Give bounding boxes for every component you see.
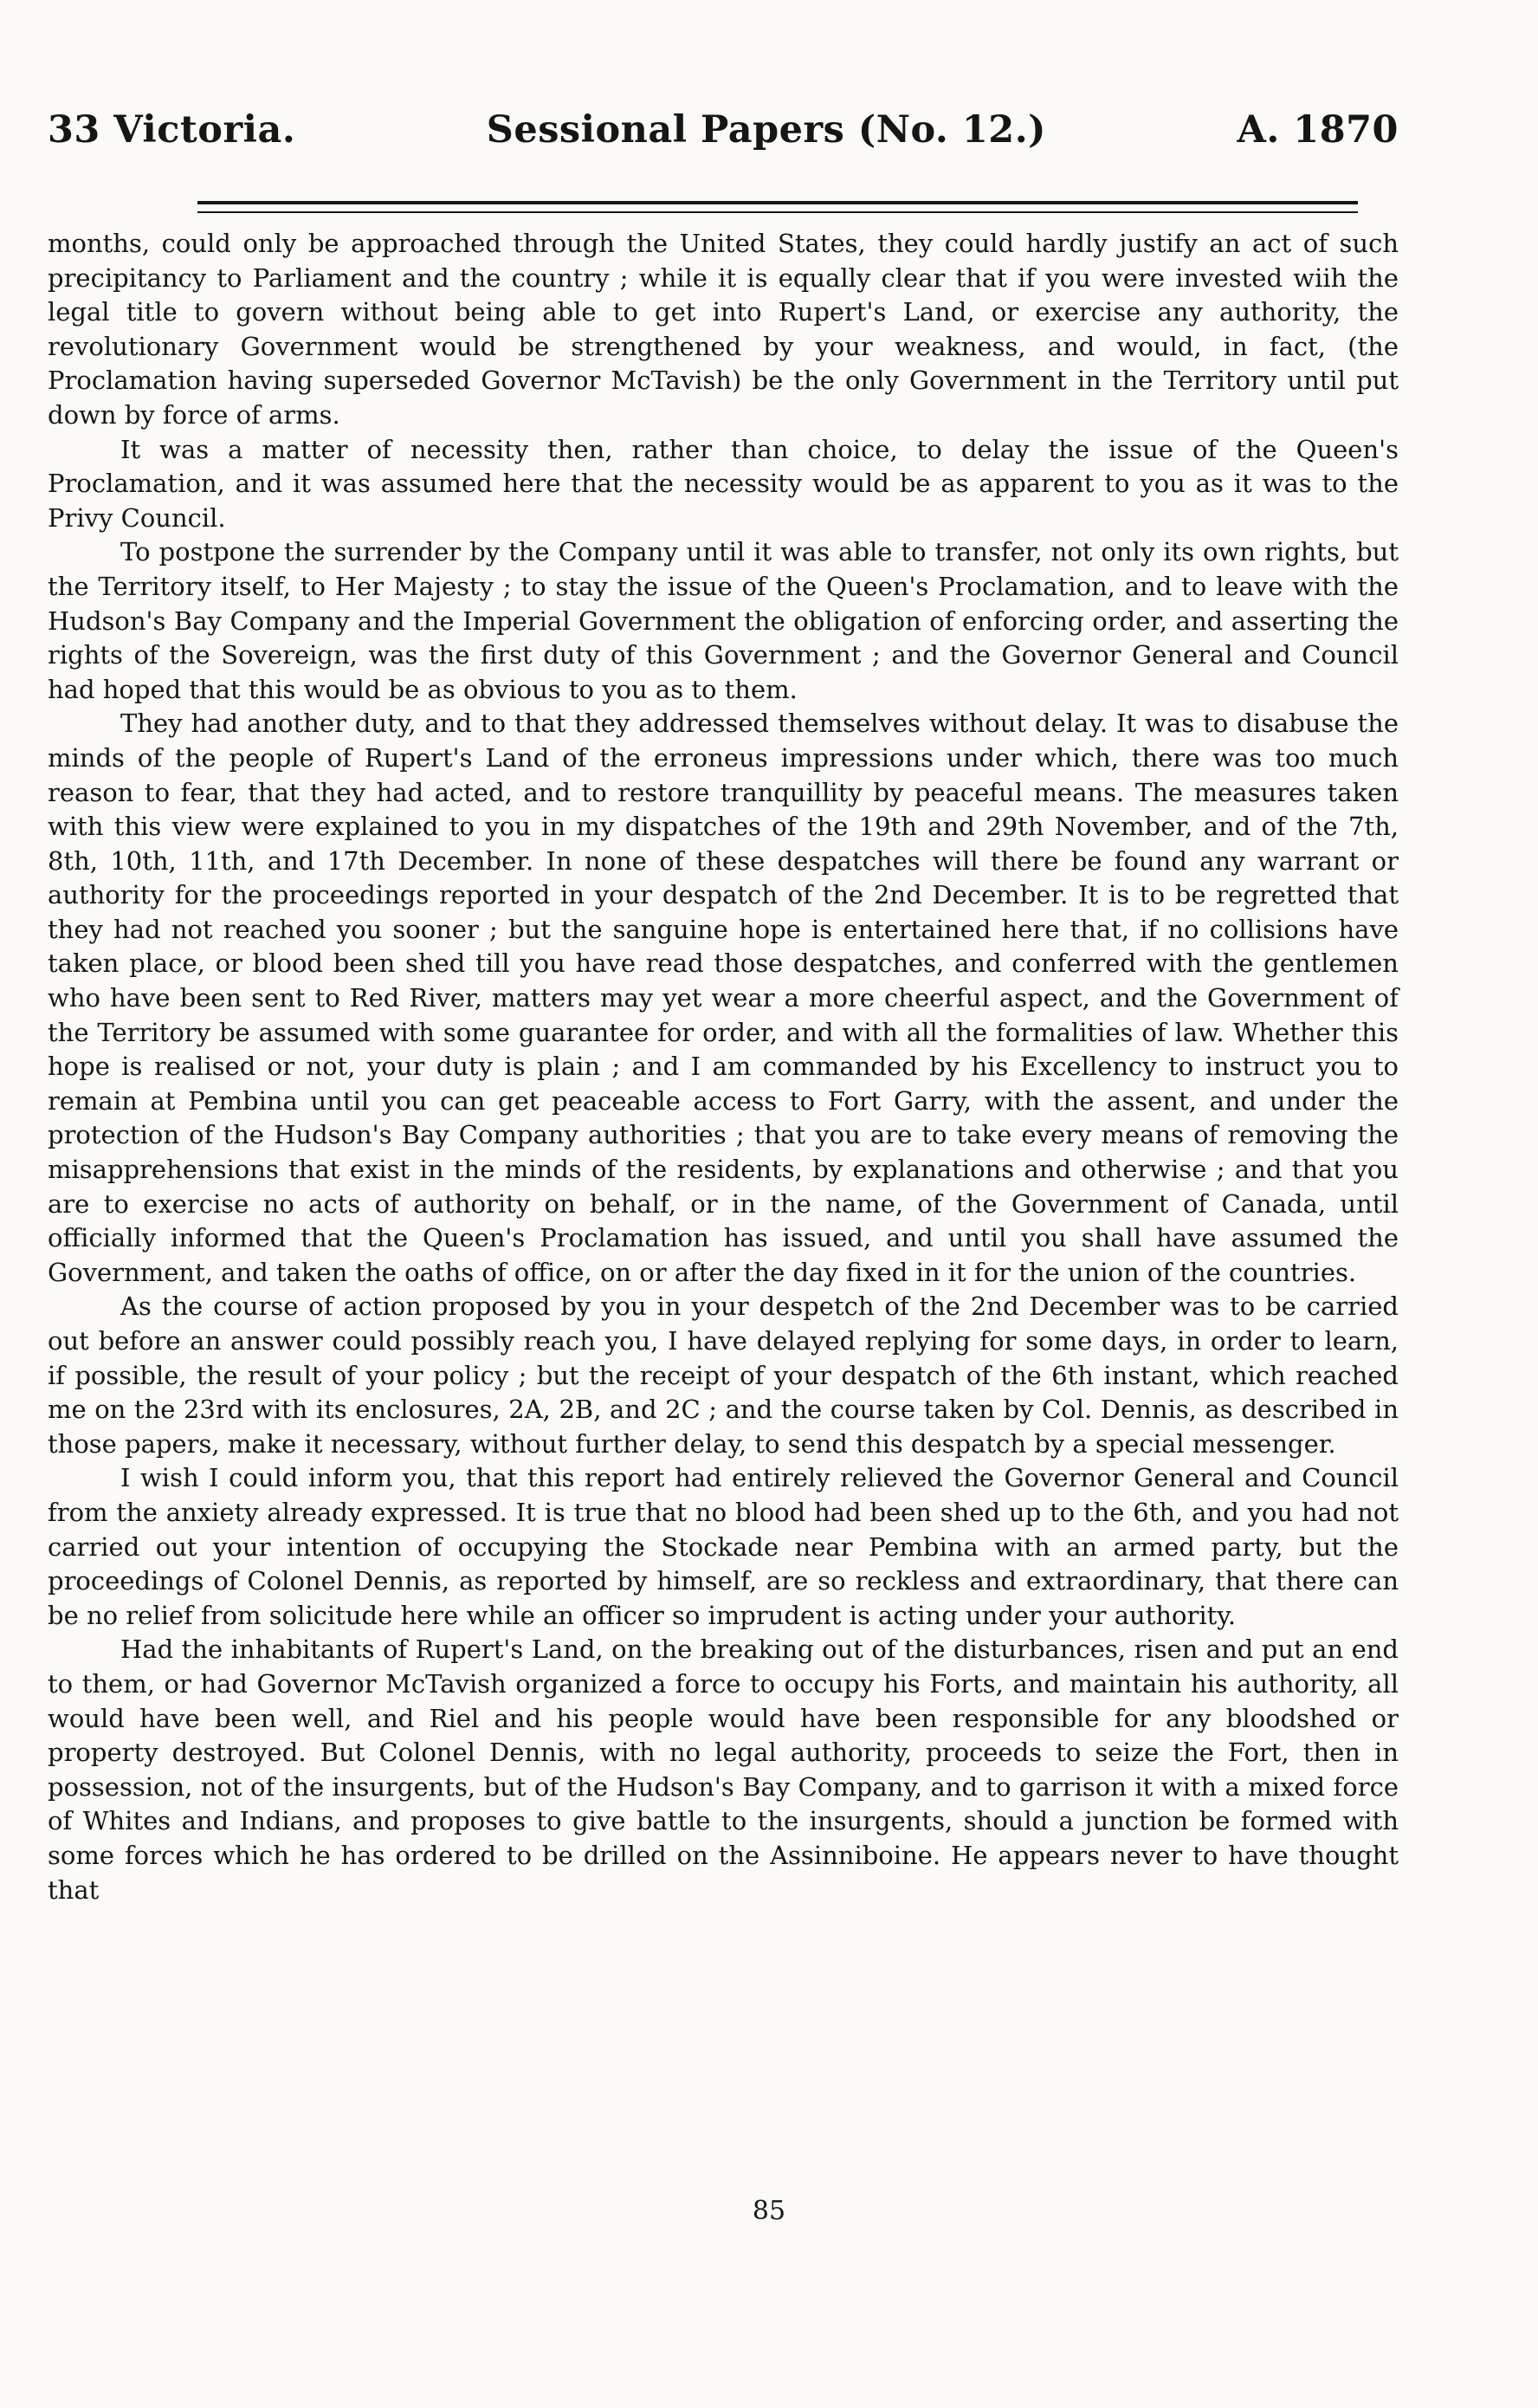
paragraph: As the course of action proposed by you in your despetch of the 2nd December was to be carried out before an answer could possibly reach you, I have delayed replying for some days, in order to learn, if possible, the result of your policy ; but the receipt of your despatch of the 6th instant, which reached me on the 23rd with its enclosures, 2A, 2B, and 2C ; and the course taken by Col. Dennis, as described in those papers, make it necessary, without further delay, to send this despatch by a special messenger.	[48, 1291, 1399, 1459]
paragraph: Had the inhabitants of Rupert's Land, on the breaking out of the disturbances, risen and put an end to them, or had Governor McTavish organized a force to occupy his Forts, and maintain his authority, all would have been well, and Riel and his people would have been responsible for any bloodshed or property destroyed. But Colonel Dennis, with no legal authority, proceeds to seize the Fort, then in possession, not of the insurgents, but of the Hudson's Bay Company, and to garrison it with a mixed force of Whites and Indians, and proposes to give battle to the insurgents, should a junction be formed with some forces which he has ordered to be drilled on the Assinniboine. He appears never to have thought that	[48, 1634, 1399, 1905]
header-left: 33 Victoria.	[48, 108, 296, 152]
paragraph: They had another duty, and to that they addressed themselves without delay. It was to disabuse the minds of the people of Rupert's Land of the erroneus impressions under which, there was too much reason to fear, that they had acted, and to restore tranquillity by peaceful means. The measures taken with this view were explained to you in my dispatches of the 19th and 29th November, and of the 7th, 8th, 10th, 11th, and 17th December. In none of these despatches will there be found any warrant or authority for the proceedings reported in your despatch of the 2nd December. It is to be regretted that they had not reached you sooner ; but the sanguine hope is entertained here that, if no collisions have taken place, or blood been shed till you have read those despatches, and conferred with the gentlemen who have been sent to Red River, matters may yet wear a more cheerful aspect, and the Government of the Territory be assumed with some guarantee for order, and with all the formalities of law. Whether this hope is realised or not, your duty is plain ; and I am commanded by his Excellency to instruct you to remain at Pembina until you can get peaceable access to Fort Garry, with the assent, and under the protection of the Hudson's Bay Company authorities ; that you are to take every means of removing the misapprehensions that exist in the minds of the residents, by explanations and otherwise ; and that you are to exercise no acts of authority on behalf, or in the name, of the Government of Canada, until officially informed that the Queen's Proclamation has issued, and until you shall have assumed the Government, and taken the oaths of office, on or after the day fixed in it for the union of the countries.	[48, 709, 1399, 1287]
header-right: A. 1870	[1237, 108, 1399, 152]
page-number: 85	[752, 2196, 786, 2226]
header-title: Sessional Papers (No. 12.)	[486, 108, 1047, 152]
paragraph: I wish I could inform you, that this report had entirely relieved the Governor General and Council from the anxiety already expressed. It is true that no blood had been shed up to the 6th, and you had not carried out your intention of occupying the Stockade near Pembina with an armed party, but the proceedings of Colonel Dennis, as reported by himself, are so reckless and extraordinary, that there can be no relief from solicitude here while an officer so imprudent is acting under your authority.	[48, 1463, 1399, 1630]
running-head	[48, 108, 1399, 152]
header-rule	[197, 201, 1358, 204]
header-rule-thin	[197, 211, 1358, 213]
body-text	[48, 227, 1399, 1907]
paragraph: It was a matter of necessity then, rather than choice, to delay the issue of the Queen's Proclamation, and it was assumed here that the necessity would be as apparent to you as it was to the Privy Council.	[48, 434, 1399, 533]
paragraph: months, could only be approached through the United States, they could hardly justify an act of such precipitancy to Parliament and the country ; while it is equally clear that if you were invested wiih the legal title to govern without being able to get into Rupert's Land, or exercise any authority, the revolutionary Government would be strengthened by your weakness, and would, in fact, (the Proclamation having superseded Governor McTavish) be the only Government in the Territory until put down by force of arms.	[48, 229, 1399, 430]
paragraph: To postpone the surrender by the Company until it was able to transfer, not only its own rights, but the Territory itself, to Her Majesty ; to stay the issue of the Queen's Proclamation, and to leave with the Hudson's Bay Company and the Imperial Government the obligation of enforcing order, and asserting the rights of the Sovereign, was the first duty of this Government ; and the Governor General and Council had hoped that this would be as obvious to you as to them.	[48, 537, 1399, 704]
